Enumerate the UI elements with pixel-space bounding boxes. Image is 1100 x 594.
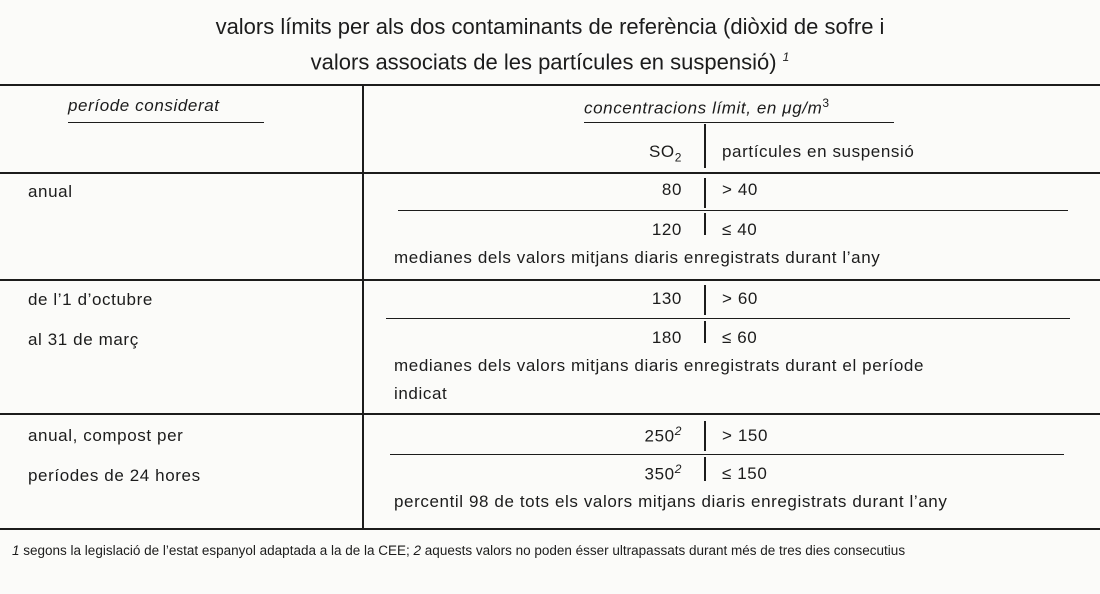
particles-value: > 60: [722, 289, 758, 308]
table-title-line-2: [0, 42, 1100, 77]
particles-value: > 40: [722, 180, 758, 199]
particles-value: > 150: [722, 426, 769, 445]
row-description: percentil 98 de tots els valors mitjans diaris enregistrats durant l’any: [394, 492, 948, 511]
so2-value-number: 250: [644, 426, 675, 446]
footnote-text-2: aquests valors no poden ésser ultrapassats durant més de tres dies consecutius: [421, 543, 906, 558]
value-separator-rule: [386, 318, 1070, 319]
header-period-label: període considerat: [68, 96, 220, 115]
header-so2-base: SO: [648, 142, 675, 161]
value-separator-rule: [390, 454, 1064, 455]
header-concentrations-label: concentracions límit, en μg/m: [584, 98, 823, 118]
so2-value: [562, 462, 682, 485]
so2-value: 120: [651, 220, 682, 239]
particles-value: ≤ 60: [722, 328, 758, 347]
footnote-text-1: segons la legislació de l’estat espanyol adaptada a la de la CEE;: [19, 543, 414, 558]
row-period-line: de l’1 d’octubre: [28, 290, 153, 309]
header-period-underline: [68, 122, 264, 123]
so2-value: 80: [661, 180, 682, 199]
so2-value: 180: [651, 328, 682, 347]
row-separator-rule: [0, 413, 1100, 415]
row-description-continued: indicat: [394, 384, 448, 403]
so2-value: [562, 424, 682, 447]
header-particles: partícules en suspensió: [722, 142, 915, 161]
row-period-line: períodes de 24 hores: [28, 466, 201, 485]
header-concentrations-underline: [584, 122, 894, 123]
header-so2: [560, 142, 682, 164]
header-concentrations: [584, 96, 830, 119]
header-bottom-rule: [0, 172, 1100, 174]
value-divider: [704, 321, 706, 343]
particles-value: ≤ 40: [722, 220, 758, 239]
row-period-line: al 31 de març: [28, 330, 139, 349]
value-divider: [704, 178, 706, 208]
so2-footnote-marker: 2: [674, 462, 682, 476]
so2-value-number: 350: [644, 464, 675, 484]
header-column-divider: [704, 124, 706, 168]
header-period: [68, 96, 220, 116]
particles-value: ≤ 150: [722, 464, 768, 483]
row-period-line: anual, compost per: [28, 426, 184, 445]
value-divider: [704, 421, 706, 451]
row-separator-rule: [0, 279, 1100, 281]
table-footnotes: [12, 541, 1092, 561]
so2-value: 130: [651, 289, 682, 308]
table-title-line-1: valors límits per als dos contaminants de referència (diòxid de sofre i: [215, 14, 885, 39]
table-title-line-2-text: valors associats de les partícules en suspensió): [310, 49, 777, 75]
value-divider: [704, 285, 706, 315]
so2-footnote-marker: 2: [674, 424, 682, 438]
header-so2-subscript: 2: [674, 150, 682, 165]
value-separator-rule: [398, 210, 1068, 211]
title-footnote-marker: 1: [782, 50, 790, 64]
row-description: medianes dels valors mitjans diaris enregistrats durant l’any: [394, 248, 881, 267]
table-bottom-rule: [0, 528, 1100, 530]
table-top-rule: [0, 84, 1100, 86]
value-divider: [704, 457, 706, 481]
header-concentrations-exponent: 3: [822, 96, 830, 110]
row-description: medianes dels valors mitjans diaris enregistrats durant el període: [394, 356, 925, 375]
column-divider-period: [362, 85, 364, 529]
value-divider: [704, 213, 706, 235]
footnote-marker-2: 2: [413, 543, 422, 558]
row-period-line: anual: [28, 182, 73, 201]
footnote-marker-1: 1: [12, 543, 20, 558]
